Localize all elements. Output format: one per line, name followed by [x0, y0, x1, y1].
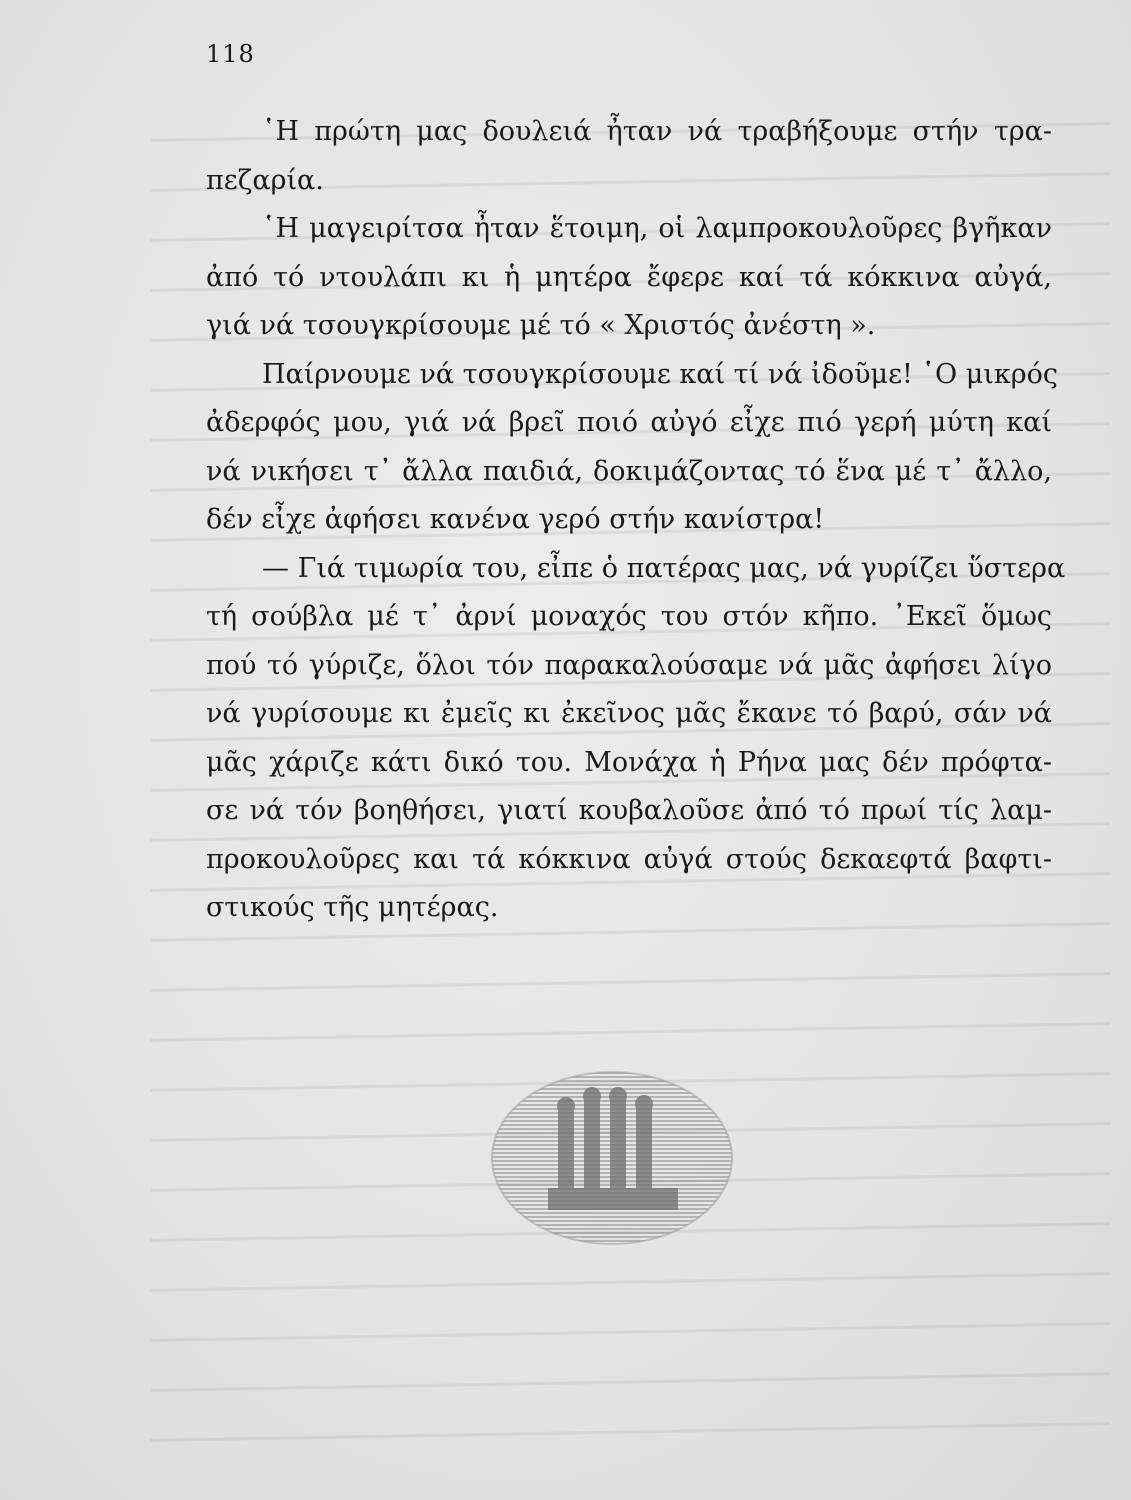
text-line: δέν εἶχε ἀφήσει κανένα γερό στήν κανίστρα! — [206, 504, 825, 535]
text-line: ἀδερφός μου, γιά νά βρεῖ ποιό αὐγό εἶχε πιό γερή μύτη καί — [206, 407, 1052, 438]
text-line: Παίρνουμε νά τσουγκρίσουμε καί τί νά ἰδοῦμε! ῾Ο μικρός — [262, 358, 1058, 390]
text-line: νά νικήσει τ᾿ ἄλλα παιδιά, δοκιμάζοντας τό ἕνα μέ τ᾿ ἄλλο, — [206, 455, 1052, 487]
printer-ornament-icon — [488, 1068, 736, 1248]
text-line: πού τό γύριζε, ὅλοι τόν παρακαλούσαμε νά μᾶς ἀφήσει λίγο — [206, 649, 1052, 681]
text-line: ῾Η μαγειρίτσα ἦταν ἕτοιμη, οἱ λαμπροκουλοῦρες βγῆκαν — [262, 213, 1052, 244]
text-line: — Γιά τιμωρία του, εἶπε ὁ πατέρας μας, νά γυρίζει ὕστερα — [262, 552, 1066, 584]
text-line: τή σούβλα μέ τ᾿ ἀρνί μοναχός του στόν κῆπο. ᾿Εκεῖ ὅμως — [206, 601, 1052, 632]
text-line: προκουλοῦρες και τά κόκκινα αὐγά στούς δεκαεφτά βαφτι- — [206, 843, 1052, 875]
text-line: γιά νά τσουγκρίσουμε μέ τό « Χριστός ἀνέστη ». — [206, 310, 876, 341]
body-text — [206, 108, 1066, 933]
text-line: νά γυρίσουμε κι ἐμεῖς κι ἐκεῖνος μᾶς ἔκανε τό βαρύ, σάν νά — [206, 698, 1052, 729]
text-line: σε νά τόν βοηθήσει, γιατί κουβαλοῦσε ἀπό τό πρωί τίς λαμ- — [206, 795, 1052, 826]
text-line: μᾶς χάριζε κάτι δικό του. Μονάχα ἡ Ρήνα μας δέν πρόφτα- — [206, 746, 1052, 778]
text-line: πεζαρία. — [206, 164, 324, 196]
text-line: στικούς τῆς μητέρας. — [206, 892, 499, 923]
text-line: ἀπό τό ντουλάπι κι ἡ μητέρα ἔφερε καί τά κόκκινα αὐγά, — [206, 261, 1052, 293]
text-line: ῾Η πρώτη μας δουλειά ἦταν νά τραβήξουμε στήν τρα- — [262, 116, 1052, 147]
page-number: 118 — [206, 40, 255, 68]
